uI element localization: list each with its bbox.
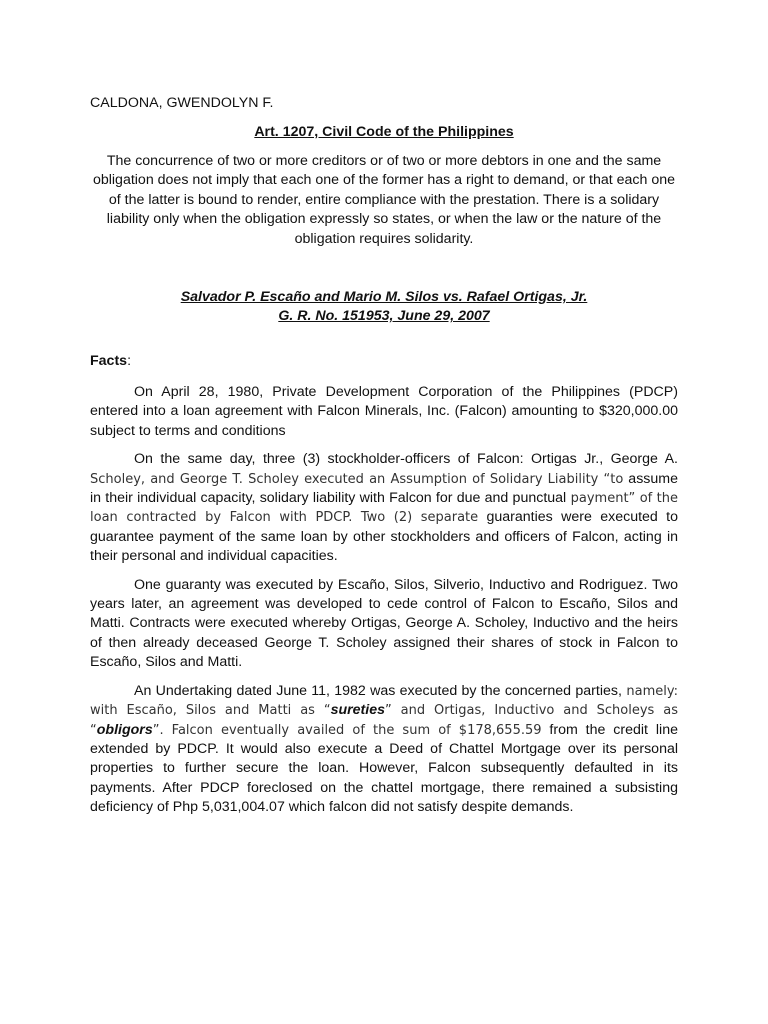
term-sureties: sureties	[330, 702, 385, 719]
paragraph-4-part-a: An Undertaking dated June 11, 1982 was executed by the concerned parties,	[134, 682, 622, 699]
paragraph-2-part-c: assume in their individual capacity, solidary liability with Falcon for due and punctual	[90, 470, 678, 507]
paragraph-2	[90, 450, 678, 566]
case-title	[90, 288, 678, 327]
paragraph-3: One guaranty was executed by Escaño, Silos, Silverio, Inductivo and Rodriguez. Two years later, an agreement was developed to cede control of Falcon to Escaño, Silos and Matti. Contracts were executed whereby Ortigas, George A. Scholey, Inductivo and the heirs of then already deceased George T. Scholey assigned their shares of stock in Falcon to Escaño, Silos and Matti.	[90, 576, 678, 671]
paragraph-4-part-b: namely: with Escaño, Silos and Matti as “	[90, 683, 678, 719]
paragraph-2-part-a: On the same day, three (3) stockholder-officers of Falcon: Ortigas Jr., George A.	[134, 451, 678, 468]
paragraph-4-part-e: from the credit line extended by PDCP. It would also execute a Deed of Chattel Mortgage over its personal properties to further secure the loan. However, Falcon subsequently defaulted in its payments. After PDCP foreclosed on the chattel mortgage, there remained a subsisting deficiency of Php 5,031,004.07 which falcon did not satisfy despite demands.	[90, 721, 678, 816]
facts-heading: Facts:	[90, 353, 132, 369]
paragraph-4-part-c: ” and Ortigas, Inductivo and Scholeys as “	[90, 703, 678, 738]
paragraph-4-part-d: ”. Falcon eventually availed of the sum of $178,655.59	[152, 722, 542, 738]
author-name: CALDONA, GWENDOLYN F.	[90, 95, 274, 111]
case-citation: G. R. No. 151953, June 29, 2007	[278, 308, 490, 325]
article-heading: Art. 1207, Civil Code of the Philippines	[254, 124, 514, 140]
term-obligors: obligors	[96, 721, 153, 738]
paragraph-4	[90, 682, 678, 818]
paragraph-2-part-d: payment” of the loan contracted by Falcon with PDCP. Two (2) separate	[90, 491, 679, 526]
facts-body	[90, 383, 678, 827]
paragraph-2-part-b: Scholey, and George T. Scholey executed an Assumption of Solidary Liability “to	[90, 471, 624, 487]
article-text: The concurrence of two or more creditors or of two or more debtors in one and the same obligation does not imply that each one of the former has a right to demand, or that each one of the latter is bound to render, entire compliance with the prestation. There is a solidary liability only when the obligation expressly so states, or when the law or the nature of the obligation requires solidarity.	[92, 153, 676, 247]
facts-label: Facts	[90, 353, 128, 369]
paragraph-2-part-e: guaranties were executed to guarantee payment of the same loan by other stockholders and officers of Falcon, acting in their personal and individual capacities.	[90, 509, 678, 565]
paragraph-1: On April 28, 1980, Private Development Corporation of the Philippines (PDCP) entered into a loan agreement with Falcon Minerals, Inc. (Falcon) amounting to $320,000.00 subject to terms and conditions	[90, 384, 678, 439]
case-parties: Salvador P. Escaño and Mario M. Silos vs. Rafael Ortigas, Jr.	[180, 289, 588, 305]
